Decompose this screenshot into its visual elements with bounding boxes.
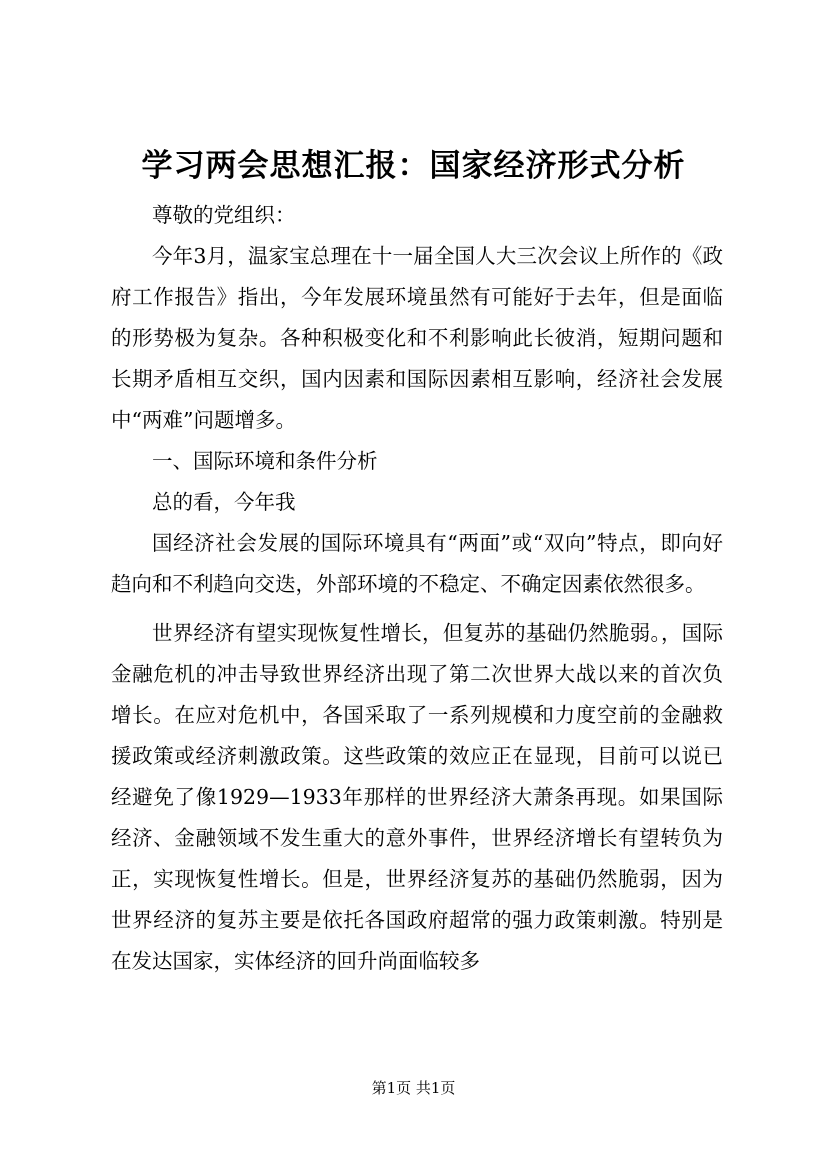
paragraph-world-economy: 世界经济有望实现恢复性增长，但复苏的基础仍然脆弱。，国际金融危机的冲击导致世界经济出现了第二次世界大战以来的首次负增长。在应对危机中，各国采取了一系列规模和力度空前的金融救援政策或经济刺激政策。这些政策的效应正在显现，目前可以说已经避免了像1929—1933年那样的世界经济大萧条再现。如果国际经济、金融领域不发生重大的意外事件，世界经济增长有望转负为正，实现恢复性增长。但是，世界经济复苏的基础仍然脆弱，因为世界经济的复苏主要是依托各国政府超常的强力政策刺激。特别是在发达国家，实体经济的回升尚面临较多	[111, 621, 723, 973]
salutation: 尊敬的党组织：	[152, 203, 296, 227]
paragraph-fragment: 总的看，今年我	[152, 490, 296, 514]
paragraph-international-environment: 国经济社会发展的国际环境具有“两面”或“双向”特点，即向好趋向和不利趋向交迭，外部环境的不稳定、不确定因素依然很多。	[111, 531, 723, 596]
document-title: 学习两会思想汇报：国家经济形式分析	[141, 148, 686, 184]
paragraph-intro: 今年3月，温家宝总理在十一届全国人大三次会议上所作的《政府工作报告》指出，今年发展环境虽然有可能好于去年，但是面临的形势极为复杂。各种积极变化和不利影响此长彼消，短期问题和长期矛盾相互交织，国内因素和国际因素相互影响，经济社会发展中“两难”问题增多。	[111, 244, 723, 432]
document-body	[111, 195, 723, 982]
section-heading: 一、国际环境和条件分析	[152, 449, 378, 473]
page-footer: 第1页 共1页	[371, 1079, 456, 1097]
